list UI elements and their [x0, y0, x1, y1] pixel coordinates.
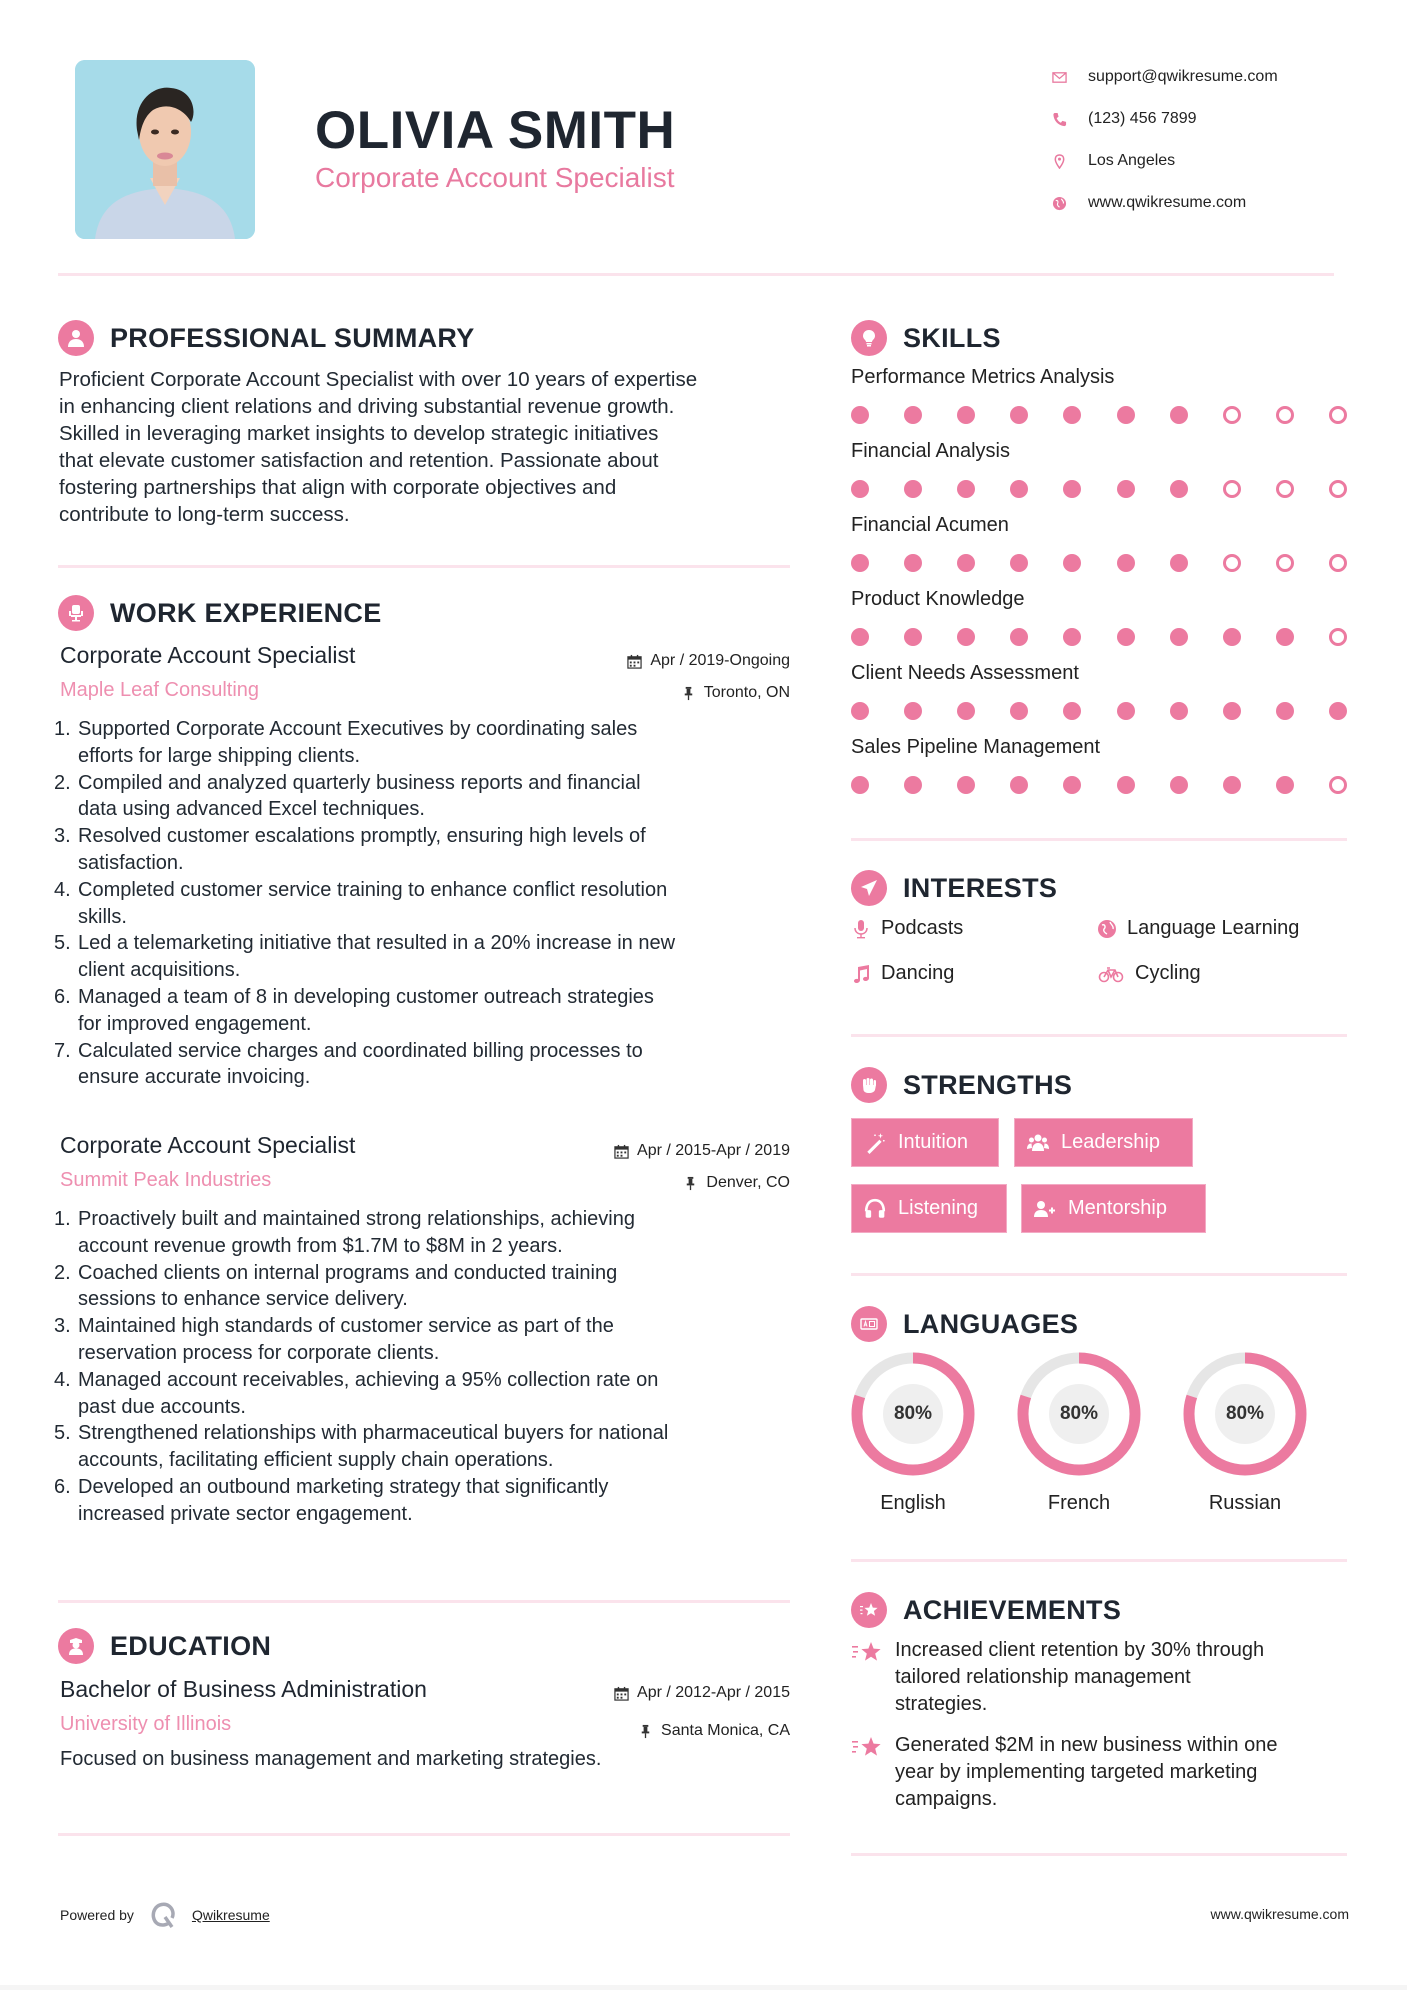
rating-dot-filled: [1010, 776, 1028, 794]
rating-dot-filled: [957, 480, 975, 498]
strength-chip-mentorship: [1021, 1184, 1206, 1233]
achievements-divider: [851, 1853, 1347, 1856]
user-icon: [58, 320, 94, 356]
interest-podcasts: [851, 917, 963, 940]
pushpin-icon: [638, 1724, 653, 1739]
envelope-icon: [1050, 70, 1088, 85]
job-bullet: 1. Proactively built and maintained strong relationships, achieving account revenue growth from $1.7M to $8M in 2 years.: [54, 1208, 635, 1257]
strength-chip-intuition: [851, 1118, 999, 1167]
rating-dot-filled: [1223, 702, 1241, 720]
language-percent: 80%: [883, 1384, 943, 1444]
education-heading: [58, 1628, 271, 1664]
interest-dancing: [851, 962, 954, 985]
rating-dot-filled: [1010, 480, 1028, 498]
job-bullets: [54, 716, 790, 1091]
rating-dot-empty: [1276, 554, 1294, 572]
rating-dot-empty: [1329, 480, 1347, 498]
job-location-text: Denver, CO: [706, 1174, 790, 1191]
language-percent: 80%: [1049, 1384, 1109, 1444]
rating-dot-filled: [1010, 628, 1028, 646]
raised-fist-icon: [851, 1067, 887, 1103]
rating-dot-filled: [851, 480, 869, 498]
pushpin-icon: [681, 686, 696, 701]
education-description: Focused on business management and marketing strategies.: [60, 1748, 602, 1770]
summary-line: Proficient Corporate Account Specialist with over 10 years of expertise: [59, 368, 698, 391]
education-location-text: Santa Monica, CA: [661, 1722, 790, 1739]
education-location: [638, 1722, 790, 1740]
experience-title: WORK EXPERIENCE: [110, 597, 382, 628]
shooting-star-icon: [851, 1639, 883, 1665]
rating-dot-filled: [1170, 554, 1188, 572]
rating-dot-empty: [1329, 628, 1347, 646]
rating-dot-empty: [1223, 406, 1241, 424]
rating-dot-filled: [1329, 702, 1347, 720]
candidate-title: Corporate Account Specialist: [315, 162, 675, 193]
languages-divider: [851, 1559, 1347, 1562]
language-progress-ring: [1183, 1352, 1307, 1476]
map-pin-icon: [1050, 154, 1088, 169]
skill-name: Product Knowledge: [851, 588, 1025, 610]
experience-divider: [58, 1600, 790, 1603]
contact-location-text: Los Angeles: [1088, 152, 1176, 169]
job-bullets: [54, 1206, 790, 1528]
lightbulb-icon: [851, 320, 887, 356]
rating-dot-filled: [1010, 406, 1028, 424]
job-bullet: 3. Maintained high standards of customer service as part of the reservation process for corporate clients.: [54, 1315, 614, 1364]
skill-item: [851, 736, 1351, 794]
candidate-name: OLIVIA SMITH: [315, 101, 676, 160]
summary-line: in enhancing client relations and driving substantial revenue growth.: [59, 395, 675, 418]
job-bullet: 6. Managed a team of 8 in developing customer outreach strategies for improved engagement.: [54, 985, 654, 1035]
briefcase-chair-icon: [58, 595, 94, 631]
rating-dot-filled: [904, 406, 922, 424]
strength-label: Listening: [898, 1197, 979, 1219]
job-location: [683, 1174, 790, 1192]
profile-photo: [75, 60, 255, 239]
language-item: [1183, 1352, 1307, 1515]
rating-dot-filled: [957, 628, 975, 646]
music-note-icon: [851, 964, 871, 984]
strength-chip-listening: [851, 1184, 1007, 1233]
rating-dot-filled: [1276, 628, 1294, 646]
skill-name: Financial Acumen: [851, 514, 1009, 536]
achievement-item: [851, 1732, 1351, 1813]
language-name: Russian: [1208, 1492, 1282, 1514]
strengths-divider: [851, 1273, 1347, 1276]
job-company: Summit Peak Industries: [60, 1169, 272, 1191]
interest-cycling: [1097, 962, 1201, 985]
job-bullet: 1. Supported Corporate Account Executives by coordinating sales efforts for large shipping clients.: [54, 718, 638, 767]
education-title: EDUCATION: [110, 1630, 272, 1661]
skill-rating: [851, 702, 1347, 720]
summary-divider: [58, 565, 790, 568]
skill-item: [851, 514, 1351, 572]
rating-dot-filled: [1170, 628, 1188, 646]
experience-heading: [58, 595, 382, 631]
rating-dot-filled: [851, 406, 869, 424]
paper-plane-icon: [851, 870, 887, 906]
rating-dot-empty: [1223, 554, 1241, 572]
globe-icon: [1050, 196, 1088, 211]
job-bullet: 5. Led a telemarketing initiative that resulted in a 20% increase in new client acquisitions.: [54, 932, 676, 982]
achievements-heading: [851, 1592, 1121, 1628]
qwikresume-logo-icon: [148, 1900, 178, 1930]
rating-dot-filled: [851, 776, 869, 794]
rating-dot-filled: [904, 702, 922, 720]
contact-website[interactable]: [1050, 182, 1278, 224]
skill-name: Financial Analysis: [851, 440, 1010, 462]
header-divider: [58, 273, 1334, 276]
language-progress-ring: [1017, 1352, 1141, 1476]
interests-title: INTERESTS: [903, 872, 1058, 903]
summary-line: fostering partnerships that align with corporate objectives and: [59, 476, 617, 499]
skills-title: SKILLS: [903, 322, 1001, 353]
rating-dot-filled: [1170, 776, 1188, 794]
contact-phone-text: (123) 456 7899: [1088, 110, 1197, 127]
job-dates: [614, 1142, 790, 1160]
graduate-icon: [58, 1628, 94, 1664]
rating-dot-filled: [1063, 702, 1081, 720]
users-icon: [1027, 1132, 1049, 1154]
rating-dot-filled: [1276, 776, 1294, 794]
interest-label: Podcasts: [881, 917, 964, 939]
headphones-icon: [864, 1198, 886, 1220]
job-dates-text: Apr / 2015-Apr / 2019: [637, 1142, 790, 1159]
rating-dot-empty: [1329, 406, 1347, 424]
shooting-star-icon: [851, 1734, 883, 1760]
language-item: [851, 1352, 975, 1515]
summary-heading: [58, 320, 475, 356]
interest-label: Cycling: [1135, 962, 1201, 984]
skills-divider: [851, 838, 1347, 841]
job-company: Maple Leaf Consulting: [60, 679, 260, 701]
language-progress-ring: [851, 1352, 975, 1476]
skill-item: [851, 440, 1351, 498]
interests-divider: [851, 1034, 1347, 1037]
education-dates: [614, 1684, 790, 1702]
contact-list: [1050, 56, 1278, 224]
rating-dot-filled: [957, 702, 975, 720]
rating-dot-filled: [904, 776, 922, 794]
page-bottom-edge: [0, 1985, 1407, 1990]
shooting-star-icon: [851, 1592, 887, 1628]
qwikresume-link[interactable]: Qwikresume: [191, 1907, 270, 1923]
job-location: [681, 684, 790, 702]
strengths-title: STRENGTHS: [903, 1069, 1073, 1100]
skill-rating: [851, 554, 1347, 572]
rating-dot-filled: [1063, 406, 1081, 424]
rating-dot-filled: [851, 554, 869, 572]
summary-line: Skilled in leveraging market insights to develop strategic initiatives: [59, 422, 659, 445]
rating-dot-filled: [1117, 480, 1135, 498]
languages-heading: [851, 1306, 1078, 1342]
contact-email-text: support@qwikresume.com: [1088, 68, 1278, 85]
strength-label: Intuition: [898, 1131, 969, 1153]
rating-dot-empty: [1223, 480, 1241, 498]
phone-icon: [1050, 112, 1088, 127]
skill-rating: [851, 480, 1347, 498]
powered-by-label: Powered by: [60, 1907, 134, 1923]
achievements-title: ACHIEVEMENTS: [903, 1594, 1122, 1625]
skills-heading: [851, 320, 1001, 356]
job-dates-text: Apr / 2019-Ongoing: [650, 652, 790, 669]
job-entry: [54, 1132, 790, 1528]
rating-dot-filled: [1117, 554, 1135, 572]
rating-dot-filled: [1063, 776, 1081, 794]
job-bullet: 4. Managed account receivables, achieving a 95% collection rate on past due accounts.: [54, 1368, 659, 1418]
skill-name: Performance Metrics Analysis: [851, 366, 1115, 388]
user-plus-icon: [1034, 1198, 1056, 1220]
rating-dot-filled: [1223, 628, 1241, 646]
summary-text: [59, 366, 799, 528]
rating-dot-empty: [1276, 406, 1294, 424]
achievement-item: [851, 1637, 1351, 1718]
job-bullet: 6. Developed an outbound marketing strategy that significantly increased private sector engagement.: [54, 1475, 609, 1525]
rating-dot-filled: [957, 554, 975, 572]
globe-icon: [1097, 919, 1117, 939]
magic-wand-icon: [864, 1132, 886, 1154]
job-bullet: 5. Strengthened relationships with pharmaceutical buyers for national accounts, facilitating efficient supply chain operations.: [54, 1422, 669, 1472]
rating-dot-filled: [1117, 776, 1135, 794]
footer-website[interactable]: www.qwikresume.com: [1210, 1906, 1349, 1922]
rating-dot-filled: [904, 628, 922, 646]
interests-heading: [851, 870, 1057, 906]
rating-dot-filled: [1223, 776, 1241, 794]
rating-dot-empty: [1329, 776, 1347, 794]
skill-item: [851, 662, 1351, 720]
rating-dot-filled: [1170, 702, 1188, 720]
strength-chip-leadership: [1014, 1118, 1193, 1167]
interest-language-learning: [1097, 917, 1299, 940]
language-name: French: [1047, 1492, 1111, 1514]
rating-dot-filled: [904, 554, 922, 572]
rating-dot-filled: [1117, 702, 1135, 720]
achievement-text: Generated $2M in new business within one year by implementing targeted marketing campaigns.: [895, 1734, 1278, 1810]
job-entry: [54, 642, 790, 1091]
rating-dot-filled: [904, 480, 922, 498]
interest-label: Dancing: [881, 962, 955, 984]
job-title: Corporate Account Specialist: [60, 642, 356, 668]
languages-title: LANGUAGES: [903, 1308, 1079, 1339]
skill-item: [851, 588, 1351, 646]
rating-dot-filled: [1063, 628, 1081, 646]
rating-dot-filled: [851, 702, 869, 720]
rating-dot-filled: [1170, 406, 1188, 424]
school: University of Illinois: [60, 1713, 232, 1735]
rating-dot-filled: [851, 628, 869, 646]
interest-label: Language Learning: [1127, 917, 1300, 939]
contact-phone[interactable]: [1050, 98, 1278, 140]
skill-name: Sales Pipeline Management: [851, 736, 1101, 758]
translate-icon: [851, 1306, 887, 1342]
job-title: Corporate Account Specialist: [60, 1132, 356, 1158]
education-entry: [60, 1676, 790, 1771]
summary-line: that elevate customer satisfaction and retention. Passionate about: [59, 449, 659, 472]
rating-dot-filled: [1010, 702, 1028, 720]
job-location-text: Toronto, ON: [703, 684, 790, 701]
rating-dot-filled: [1010, 554, 1028, 572]
strengths-heading: [851, 1067, 1072, 1103]
achievement-text: Increased client retention by 30% through tailored relationship management strategies.: [895, 1639, 1265, 1715]
job-bullet: 7. Calculated service charges and coordinated billing processes to ensure accurate invoicing.: [54, 1039, 643, 1089]
calendar-icon: [614, 1144, 629, 1159]
portrait-image: [75, 60, 255, 239]
rating-dot-filled: [1117, 406, 1135, 424]
job-bullet: 4. Completed customer service training to enhance conflict resolution skills.: [54, 878, 668, 928]
job-bullet: 3. Resolved customer escalations promptly, ensuring high levels of satisfaction.: [54, 825, 646, 874]
strength-label: Leadership: [1061, 1131, 1160, 1153]
rating-dot-empty: [1276, 480, 1294, 498]
rating-dot-filled: [1063, 554, 1081, 572]
job-bullet: 2. Compiled and analyzed quarterly business reports and financial data using advanced Excel techniques.: [54, 771, 641, 821]
contact-location: [1050, 140, 1278, 182]
job-bullet: 2. Coached clients on internal programs and conducted training sessions to enhance service delivery.: [54, 1261, 618, 1311]
skill-rating: [851, 628, 1347, 646]
summary-line: contribute to long-term success.: [59, 503, 350, 526]
rating-dot-filled: [1117, 628, 1135, 646]
language-item: [1017, 1352, 1141, 1515]
calendar-icon: [614, 1686, 629, 1701]
calendar-icon: [627, 654, 642, 669]
job-dates: [627, 652, 790, 670]
skill-rating: [851, 776, 1347, 794]
bicycle-icon: [1097, 964, 1125, 984]
rating-dot-filled: [1170, 480, 1188, 498]
microphone-icon: [851, 919, 871, 939]
summary-title: PROFESSIONAL SUMMARY: [110, 322, 475, 353]
skill-item: [851, 366, 1351, 424]
education-divider: [58, 1833, 790, 1836]
rating-dot-filled: [1276, 702, 1294, 720]
rating-dot-empty: [1329, 554, 1347, 572]
strength-label: Mentorship: [1068, 1197, 1167, 1219]
language-name: English: [880, 1492, 946, 1514]
skill-name: Client Needs Assessment: [851, 662, 1079, 684]
contact-website-text: www.qwikresume.com: [1088, 194, 1247, 211]
rating-dot-filled: [957, 406, 975, 424]
skill-rating: [851, 406, 1347, 424]
rating-dot-filled: [1063, 480, 1081, 498]
contact-email[interactable]: [1050, 56, 1278, 98]
powered-by: [60, 1900, 270, 1930]
rating-dot-filled: [957, 776, 975, 794]
education-dates-text: Apr / 2012-Apr / 2015: [637, 1684, 790, 1701]
language-percent: 80%: [1215, 1384, 1275, 1444]
degree: Bachelor of Business Administration: [60, 1676, 427, 1702]
pushpin-icon: [683, 1176, 698, 1191]
